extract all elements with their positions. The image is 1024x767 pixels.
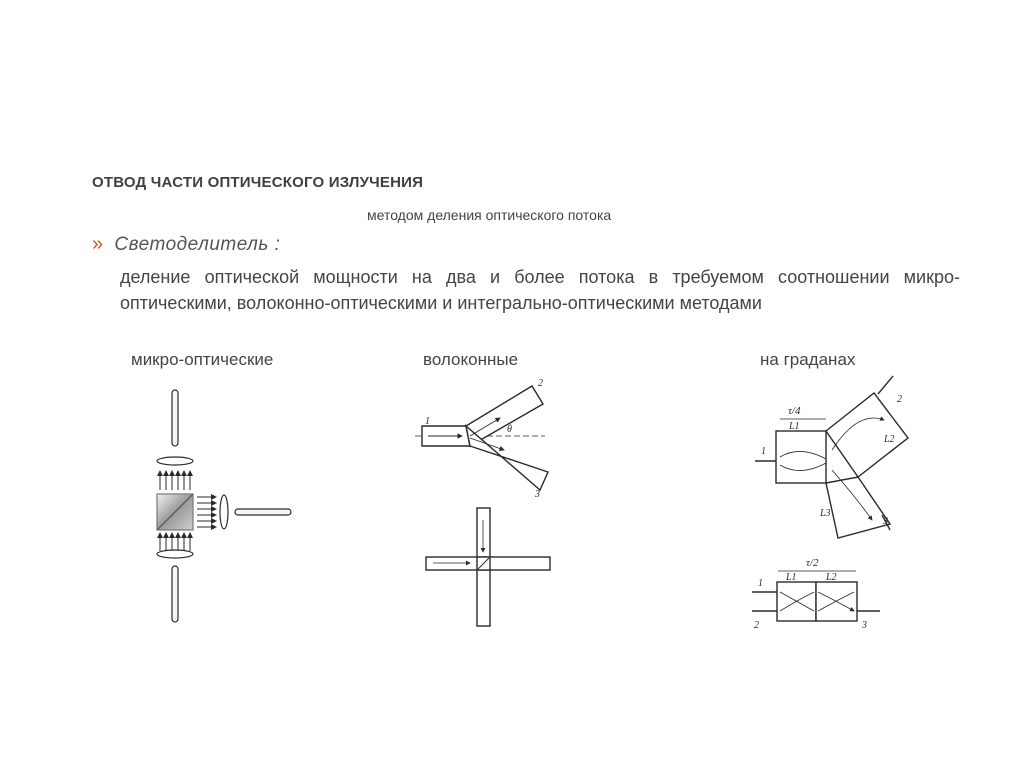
grin-lens-l3 [826,477,890,538]
bottom-lens-icon [157,550,193,558]
grin-lens-l2 [826,393,908,477]
category-micro-optic: микро-оптические [131,350,274,369]
grin-top-port-2-label: 2 [897,394,902,405]
grin-bottom-port-1-label: 1 [758,578,763,589]
fiber-y-port-3-label: 3 [535,489,540,500]
fiber-x-coupler-diagram [426,508,550,626]
bullet-term: Светоделитель : [114,234,281,255]
slide-subtitle: методом деления оптического потока [367,207,612,223]
grin-bottom-l1-label: L1 [786,572,797,583]
slide-title: ОТВОД ЧАСТИ ОПТИЧЕСКОГО ИЗЛУЧЕНИЯ [92,174,424,191]
grin-bottom-fraction-label: τ/2 [806,557,819,569]
grin-bottom-port-2-label: 2 [754,620,759,631]
micro-optic-splitter-diagram [157,390,291,622]
category-grin: на граданах [760,350,856,369]
top-fiber [172,390,178,446]
fiber-y-splitter-diagram [415,378,548,500]
grin-top-fraction-label: τ/4 [788,405,801,417]
top-lens-icon [157,457,193,465]
grin-top-l2-label: L2 [884,434,895,445]
grin-top-l3-label: L3 [820,508,831,519]
bullet-description: деление оптической мощности на два и более потока в требуемом соотношении микро-оптическими, волоконно-оптическими и интегрально-оптическими методами [120,267,960,313]
right-fiber [235,509,291,515]
grin-top-port-3-label: 3 [883,516,888,527]
grin-bottom-port-3-label: 3 [862,620,867,631]
bottom-ray-arrows [160,533,190,551]
grin-top-l1-label: L1 [789,421,800,432]
right-lens-icon [220,495,228,529]
top-ray-arrows [160,471,190,490]
bullet-chevron-icon: » [92,233,104,255]
right-ray-arrows [197,497,216,527]
grin-triple-splitter-diagram [755,376,908,538]
fiber-y-port-1-label: 1 [425,416,430,427]
grin-lens-l1 [776,431,826,483]
fiber-y-port-2-label: 2 [538,378,543,389]
grin-output-fiber-2 [878,376,893,394]
bottom-fiber [172,566,178,622]
grin-top-port-1-label: 1 [761,446,766,457]
grin-double-splitter-diagram [752,557,880,631]
grin-bottom-l2-label: L2 [826,572,837,583]
category-fiber: волоконные [423,350,519,369]
fiber-y-angle-label: θ [507,424,512,435]
